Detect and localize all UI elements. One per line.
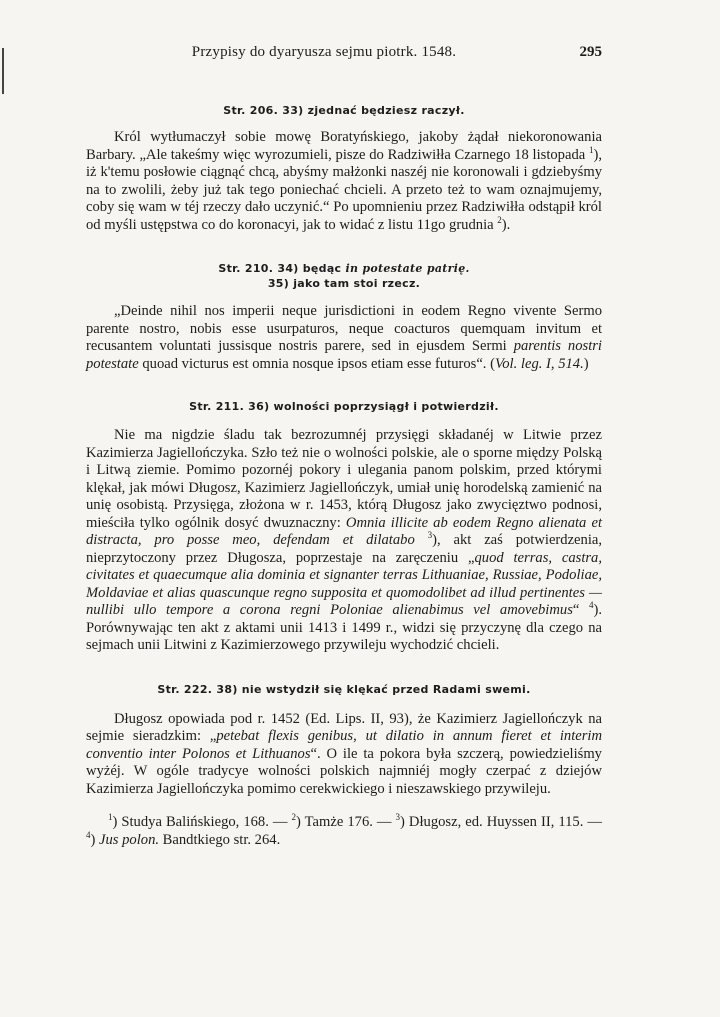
text-run: “. O ile ta pokora była szczerą, powiedzieliśmy wyżéj. W ogóle tradycye wolności polskich najmniéj mogły czerpać z dziejów Kazimierza Jagiellończyka pomimo cerekwickiego i nieszawskiego przywileju. — [86, 745, 602, 797]
section-heading-210 — [86, 261, 602, 276]
footnote-ref: 1 — [588, 144, 594, 155]
italic-text: quod terras, castra, civitates et quaecumque alia dominia et signanter terras Lithuaniae, Russiae, Podoliae, Moldaviae et alias quascunque regno supposita et quomodolibet ad illud pertinentes — nullibi ullo tempore a corona regni Poloniae alienabimus vel amovebimus — [86, 549, 602, 618]
italic-text: parentis nostri potestate — [86, 338, 602, 372]
text-run — [415, 532, 428, 548]
section-heading-210-prefix: Str. 210. 34) będąc — [218, 262, 346, 275]
footnote-ref: 3 — [395, 812, 401, 823]
text-run: ), iż k'temu posłowie ciągnąć chcą, abyśmy małżonki naszéj nie koronowali i gdziebyśmy na to zwolili, żeby już tak tego poniechać chcieli. A przeto też to wam oznajmujemy, coby się wam w téj rzeczy dało uczynić.“ Po upomnieniu przez Radziwiłła odstąpił król od myśli ustępstwa co do koronacyi, jak to widać z listu 11go grudnia — [86, 146, 602, 233]
section-heading-206: Str. 206. 33) zjednać będziesz raczył. — [223, 104, 465, 117]
text-run: ) Studya Balińskiego, 168. — — [112, 814, 292, 830]
italic-text: Jus polon. — [99, 832, 160, 848]
text-run: quoad victurus est omnia nosque ipsos etiam esse futuros“. ( — [138, 355, 495, 372]
page-number: 295 — [579, 44, 602, 60]
running-title: Przypisy do dyaryusza sejmu piotrk. 1548. — [191, 44, 457, 60]
italic-text: Omnia illicite ab eodem Regno alienata et distracta, pro posse meo, defendam et dilatabo — [86, 514, 603, 548]
page-header — [86, 44, 602, 66]
section-heading-210-line2: 35) jako tam stoi rzecz. — [267, 277, 421, 290]
italic-text: Vol. leg. I, 514. — [494, 355, 584, 372]
text-run: ) — [583, 355, 589, 372]
footnote-ref: 3 — [427, 530, 433, 541]
text-run: Nie ma nigdzie śladu tak bezrozumnéj przysięgi składanéj w Litwie przez Kazimierza Jagiellończyka. Szło też nie o wolności polskie, ale o sporne między Polską i Litwą ziemie. Pomimo pozornéj pokory i ulegania panom polskim, przed którymi klękał, jak mówi Długosz, Kazimierz Jagiellończyk, umiał unię horodelską zamienić na unię osobistą. Przysięga, złożona w r. 1453, którą Długosz jako zwycięztwo podnosi, mieściła tylko ogólnik dosyć dwuznaczny: — [86, 427, 602, 531]
text-run: “ — [572, 602, 589, 618]
text-run: Długosz opowiada pod r. 1452 (Ed. Lips. II, 93), że Kazimierz Jagiellończyk na sejmie sieradzkim: „ — [86, 710, 602, 744]
paragraph-206 — [86, 129, 602, 234]
footnote-ref: 1 — [108, 812, 113, 823]
footnote-ref: 2 — [291, 812, 297, 823]
italic-text: petebat flexis genibus, ut dilatio in annum fieret et interim conventio inter Polonos et Lithuanos — [86, 728, 603, 762]
text-run: ) Długosz, ed. Huyssen II, 115. — — [400, 814, 602, 830]
text-run: Bandtkiego str. 264. — [159, 832, 281, 848]
text-run: „Deinde nihil nos imperii neque jurisdictioni in eodem Regno vivente Sermo parente nostro, nobis esse usurpaturos, neque coacturos quemquam invitum et recusantem voluntati jussisque nostris parere, sed in ejusdem Sermi — [86, 303, 602, 354]
paragraph-211 — [86, 427, 602, 655]
margin-rule — [2, 48, 4, 94]
section-heading-210-italic: in potestate patrię. — [345, 262, 470, 275]
paragraph-222 — [86, 711, 602, 799]
text-run: ) — [90, 832, 100, 848]
text-run: ). Porównywając ten akt z aktami unii 1413 i 1499 r., widzi się przyczynę dla czego na sejmach unii Litwini z Kazimierzowego przywileju wychodzić chcieli. — [86, 602, 602, 653]
footnote-ref: 4 — [588, 600, 594, 611]
text-run: ) Tamże 176. — — [296, 814, 396, 830]
text-run: ), akt zaś potwierdzenia, nieprzytoczony przez Długosza, poprzestaje na zaręczeniu „ — [86, 532, 603, 566]
footnote-ref: 2 — [497, 214, 502, 225]
text-run: Król wytłumaczył sobie mowę Boratyńskiego, jakoby żądał niekoronowania Barbary. „Ale takeśmy więc wyrozumieli, pisze do Radziwiłła Czarnego 18 listopada — [86, 129, 602, 163]
footnote-ref: 4 — [86, 830, 91, 841]
text-run: ). — [501, 216, 511, 233]
page — [86, 44, 602, 849]
section-heading-211: Str. 211. 36) wolności poprzysiągł i potwierdził. — [189, 400, 499, 413]
footnotes — [86, 813, 602, 849]
paragraph-210 — [86, 303, 602, 373]
section-heading-222: Str. 222. 38) nie wstydził się klękać przed Radami swemi. — [157, 682, 531, 696]
